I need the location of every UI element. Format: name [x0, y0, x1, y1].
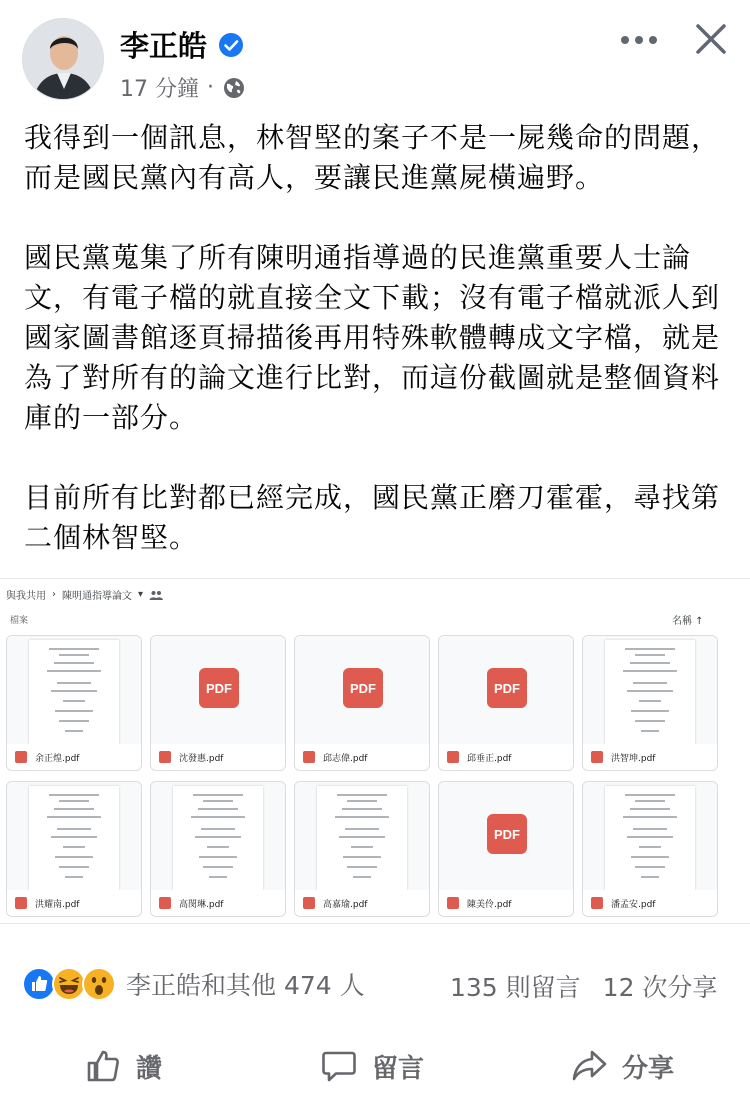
file-thumbnail	[295, 636, 429, 744]
post-paragraph: 國民黨蒐集了所有陳明通指導過的民進黨重要人士論文，有電子檔的就直接全文下載；沒有電子檔就派人到國家圖書館逐頁掃描後再用特殊軟體轉成文字檔，就是為了對所有的論文進行比對，而這份截圖就是整個資料庫的一部分。	[24, 241, 721, 434]
comment-count[interactable]: 135 則留言	[450, 973, 581, 1002]
document-page-preview	[29, 640, 119, 744]
post-body	[24, 118, 724, 558]
reaction-icons	[22, 967, 112, 1001]
post-header	[0, 0, 750, 110]
file-card[interactable]	[150, 635, 286, 771]
file-caption	[7, 744, 141, 770]
file-card[interactable]	[6, 781, 142, 917]
file-thumbnail	[7, 782, 141, 890]
like-label: 讚	[136, 1053, 163, 1084]
pdf-type-icon	[159, 897, 171, 909]
file-thumbnail	[295, 782, 429, 890]
post-time[interactable]: 17 分鐘	[120, 77, 199, 102]
document-page-preview	[29, 786, 119, 890]
document-page-preview	[605, 640, 695, 744]
pdf-type-icon	[159, 751, 171, 763]
post-paragraph: 目前所有比對都已經完成，國民黨正磨刀霍霍，尋找第二個林智堅。	[24, 481, 721, 554]
share-arrow-icon	[570, 1047, 608, 1085]
wow-reaction-icon	[82, 967, 116, 1001]
document-page-preview	[605, 786, 695, 890]
pdf-file-icon: PDF	[487, 814, 527, 854]
thumbs-up-icon	[84, 1047, 122, 1085]
share-label: 分享	[622, 1053, 675, 1084]
file-grid	[6, 635, 746, 917]
file-thumbnail	[151, 636, 285, 744]
file-name: 邱垂正.pdf	[467, 753, 512, 764]
reaction-names[interactable]: 李正皓和其他 474 人	[126, 971, 365, 1000]
pdf-type-icon	[447, 897, 459, 909]
file-thumbnail	[583, 782, 717, 890]
pdf-file-icon: PDF	[199, 668, 239, 708]
close-icon[interactable]	[688, 16, 734, 62]
file-caption	[583, 890, 717, 916]
share-button[interactable]	[570, 1042, 674, 1090]
file-name: 洪耀南.pdf	[35, 899, 80, 910]
attached-screenshot[interactable]	[0, 578, 750, 924]
file-name: 洪智坤.pdf	[611, 753, 656, 764]
file-name: 潘孟安.pdf	[611, 899, 656, 910]
verified-badge-icon	[218, 32, 244, 58]
file-caption	[7, 890, 141, 916]
comment-button[interactable]	[320, 1042, 424, 1090]
pdf-type-icon	[591, 897, 603, 909]
post-meta	[120, 72, 246, 103]
file-thumbnail	[583, 636, 717, 744]
breadcrumb-root: 與我共用	[6, 591, 46, 602]
breadcrumb-folder: 陳明通指導論文	[62, 591, 132, 602]
file-name: 邱志偉.pdf	[323, 753, 368, 764]
file-caption	[439, 890, 573, 916]
file-name: 陳美伶.pdf	[467, 899, 512, 910]
file-name: 余正煌.pdf	[35, 753, 80, 764]
document-page-preview	[173, 786, 263, 890]
file-name: 高嘉瑜.pdf	[323, 899, 368, 910]
comment-bubble-icon	[320, 1047, 358, 1085]
file-card[interactable]	[294, 635, 430, 771]
author-avatar[interactable]	[22, 18, 104, 100]
files-section-label: 檔案	[10, 616, 29, 626]
file-caption	[439, 744, 573, 770]
like-button[interactable]	[84, 1042, 162, 1090]
file-name: 高閔琳.pdf	[179, 899, 224, 910]
file-card[interactable]	[582, 781, 718, 917]
pdf-file-icon: PDF	[487, 668, 527, 708]
file-caption	[295, 890, 429, 916]
pdf-type-icon	[447, 751, 459, 763]
file-caption	[151, 890, 285, 916]
sort-by-name: 名稱 ↑	[672, 616, 704, 627]
post-stats	[450, 968, 717, 1004]
pdf-file-icon: PDF	[343, 668, 383, 708]
file-caption	[295, 744, 429, 770]
meta-separator: ·	[207, 75, 214, 100]
avatar-photo-icon	[23, 19, 104, 100]
haha-reaction-icon	[52, 967, 86, 1001]
chevron-down-icon: ▾	[138, 589, 144, 600]
file-caption	[583, 744, 717, 770]
shared-people-icon	[149, 590, 163, 600]
action-bar	[0, 1036, 750, 1096]
pdf-type-icon	[15, 751, 27, 763]
comment-label: 留言	[372, 1053, 425, 1084]
pdf-type-icon	[591, 751, 603, 763]
post-paragraph: 我得到一個訊息，林智堅的案子不是一屍幾命的問題，而是國民黨內有高人，要讓民進黨屍橫遍野。	[24, 121, 721, 194]
file-thumbnail	[151, 782, 285, 890]
file-card[interactable]	[438, 635, 574, 771]
share-count[interactable]: 12 次分享	[602, 973, 718, 1002]
file-thumbnail	[439, 636, 573, 744]
file-caption	[151, 744, 285, 770]
file-card[interactable]	[582, 635, 718, 771]
file-name: 沈發惠.pdf	[179, 753, 224, 764]
file-card[interactable]	[150, 781, 286, 917]
pdf-type-icon	[303, 897, 315, 909]
breadcrumb-separator: ›	[52, 589, 56, 600]
drive-breadcrumb	[6, 587, 163, 602]
file-thumbnail	[7, 636, 141, 744]
document-page-preview	[317, 786, 407, 890]
pdf-type-icon	[15, 897, 27, 909]
file-card[interactable]	[6, 635, 142, 771]
like-reaction-icon	[22, 967, 56, 1001]
more-options-icon[interactable]	[616, 20, 662, 60]
globe-icon[interactable]	[222, 76, 246, 100]
file-card[interactable]	[438, 781, 574, 917]
file-card[interactable]	[294, 781, 430, 917]
pdf-type-icon	[303, 751, 315, 763]
author-name[interactable]: 李正皓	[120, 29, 208, 63]
file-thumbnail	[439, 782, 573, 890]
